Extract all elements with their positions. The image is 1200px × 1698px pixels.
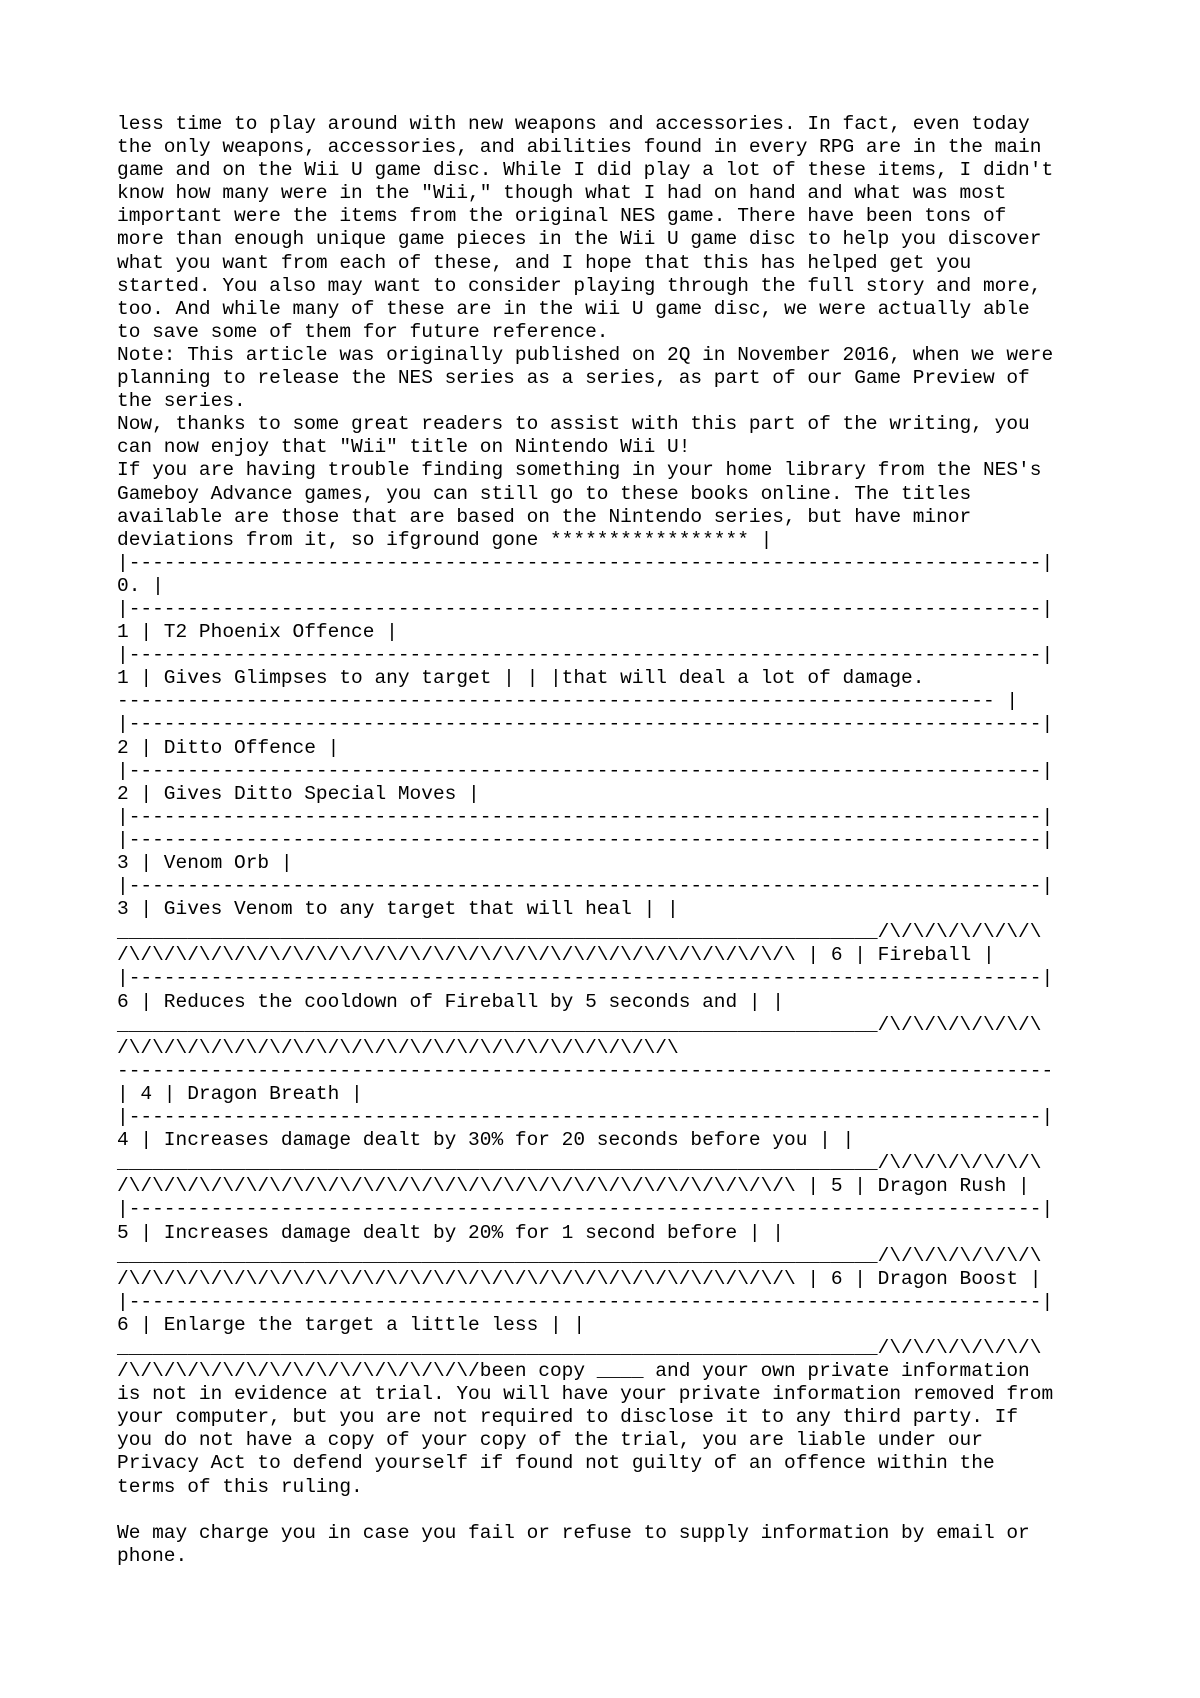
text-line: 2 | Gives Ditto Special Moves | [117,782,480,805]
text-line: /\/\/\/\/\/\/\/\/\/\/\/\/\/\/\/been copy ____ and your own private information [117,1360,1030,1383]
text-line: We may charge you in case you fail or refuse to supply information by email or [117,1521,1030,1544]
text-line: 3 | Venom Orb | [117,852,293,874]
text-line: terms of this ruling. [117,1475,363,1498]
text-line: |------------------------------------------------------------------------------| [117,713,1054,736]
text-line: 1 | Gives Glimpses to any target | | |that will deal a lot of damage. [117,667,925,690]
text-line: |------------------------------------------------------------------------------| [117,967,1054,990]
text-line: Privacy Act to defend yourself if found not guilty of an offence within the [117,1452,995,1475]
text-line: |------------------------------------------------------------------------------| [117,597,1054,620]
text-line: phone. [117,1544,188,1567]
text-line: _________________________________________________________________/\/\/\/\/\/\/\ [117,1013,1042,1036]
text-line: deviations from it, so ifground gone ***************** | [117,528,773,551]
text-line: Note: This article was originally published on 2Q in November 2016, when we were [117,343,1054,366]
text-line: is not in evidence at trial. You will have your private information removed from [117,1383,1054,1406]
text-line: _________________________________________________________________/\/\/\/\/\/\/\ [117,1152,1042,1175]
text-line: _________________________________________________________________/\/\/\/\/\/\/\ [117,921,1042,944]
text-line: |------------------------------------------------------------------------------| [117,759,1054,782]
text-line: 5 | Increases damage dealt by 20% for 1 second before | | [117,1221,785,1244]
text-line: _________________________________________________________________/\/\/\/\/\/\/\ [117,1244,1042,1267]
text-line: Gameboy Advance games, you can still go to these books online. The titles [117,482,972,505]
text-line: |------------------------------------------------------------------------------| [117,1198,1054,1221]
text-line: what you want from each of these, and I hope that this has helped get you [117,251,972,274]
text-line: /\/\/\/\/\/\/\/\/\/\/\/\/\/\/\/\/\/\/\/\/\/\/\/\ [117,1036,679,1059]
blank-line [117,1499,1192,1522]
text-line: more than enough unique game pieces in the Wii U game disc to help you discover [117,228,1042,251]
text-line: |------------------------------------------------------------------------------| [117,805,1054,828]
document-page [117,113,1192,1568]
text-line: know how many were in the "Wii," though what I had on hand and what was most [117,182,1007,205]
text-line: too. And while many of these are in the wii U game disc, we were actually able [117,297,1030,320]
text-line: less time to play around with new weapons and accessories. In fact, even today [117,113,1030,135]
text-line: Now, thanks to some great readers to assist with this part of the writing, you [117,413,1030,436]
text-line: --------------------------------------------------------------------------- | [117,690,1019,713]
text-line: important were the items from the original NES game. There have been tons of [117,205,1007,228]
text-line: |------------------------------------------------------------------------------| [117,551,1054,574]
text-line: 3 | Gives Venom to any target that will heal | | [117,898,679,921]
text-line: planning to release the NES series as a series, as part of our Game Preview of [117,367,1030,390]
text-line: _________________________________________________________________/\/\/\/\/\/\/\ [117,1336,1042,1359]
text-line: /\/\/\/\/\/\/\/\/\/\/\/\/\/\/\/\/\/\/\/\/\/\/\/\/\/\/\/\/\ | 6 | Dragon Boost | [117,1267,1042,1290]
text-line: available are those that are based on the Nintendo series, but have minor [117,505,972,528]
text-line: the only weapons, accessories, and abilities found in every RPG are in the main [117,136,1042,159]
text-line: started. You also may want to consider playing through the full story and more, [117,274,1042,297]
text-line: 0. | [117,574,164,597]
text-line: -------------------------------------------------------------------------------- [117,1059,1054,1082]
text-line: /\/\/\/\/\/\/\/\/\/\/\/\/\/\/\/\/\/\/\/\/\/\/\/\/\/\/\/\/\ | 6 | Fireball | [117,944,995,967]
text-line: 1 | T2 Phoenix Offence | [117,621,398,644]
text-line: 4 | Increases damage dealt by 30% for 20 seconds before you | | [117,1129,855,1152]
text-line: If you are having trouble finding something in your home library from the NES's [117,459,1042,482]
text-line: game and on the Wii U game disc. While I did play a lot of these items, I didn't [117,159,1054,182]
text-line: 6 | Enlarge the target a little less | | [117,1313,586,1336]
text-line: |------------------------------------------------------------------------------| [117,644,1054,667]
text-line: |------------------------------------------------------------------------------| [117,875,1054,898]
text-line: |------------------------------------------------------------------------------| [117,828,1054,851]
text-line: /\/\/\/\/\/\/\/\/\/\/\/\/\/\/\/\/\/\/\/\/\/\/\/\/\/\/\/\/\ | 5 | Dragon Rush | [117,1175,1030,1198]
text-line: the series. [117,390,246,413]
text-line: 2 | Ditto Offence | [117,736,340,759]
text-line: can now enjoy that "Wii" title on Nintendo Wii U! [117,436,691,459]
text-line: to save some of them for future reference. [117,320,609,343]
text-line: |------------------------------------------------------------------------------| [117,1106,1054,1129]
text-line: |------------------------------------------------------------------------------| [117,1290,1054,1313]
text-line: you do not have a copy of your copy of the trial, you are liable under our [117,1429,983,1452]
text-line: | 4 | Dragon Breath | [117,1082,363,1105]
text-line: 6 | Reduces the cooldown of Fireball by 5 seconds and | | [117,990,785,1013]
text-line: your computer, but you are not required to disclose it to any third party. If [117,1406,1019,1429]
